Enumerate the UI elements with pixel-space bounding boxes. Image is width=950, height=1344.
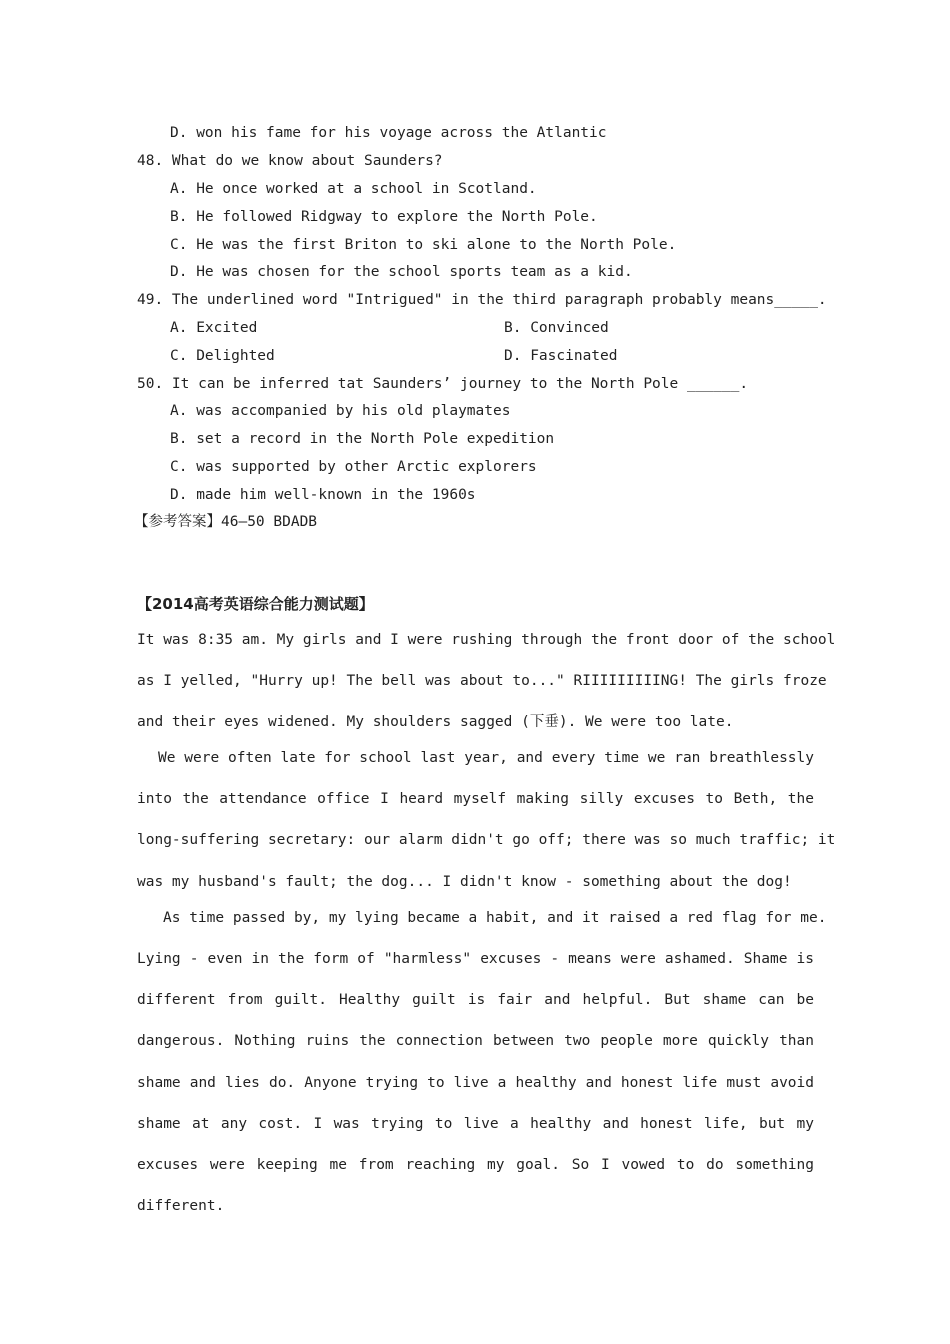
q49-option-b: B. Convinced bbox=[504, 320, 609, 336]
paragraph-2-line: into the attendance office I heard myself making silly excuses to Beth, the bbox=[137, 791, 814, 807]
answer-key: 【参考答案】46—50 BDADB bbox=[134, 514, 318, 530]
paragraph-3-line: Lying - even in the form of "harmless" excuses - means were ashamed. Shame is bbox=[137, 951, 814, 967]
q50-option-b: B. set a record in the North Pole expedition bbox=[170, 431, 555, 447]
q50-option-a: A. was accompanied by his old playmates bbox=[170, 403, 511, 419]
paragraph-1-line: and their eyes widened. My shoulders sagged (下垂). We were too late. bbox=[137, 714, 734, 730]
paragraph-3-line: As time passed by, my lying became a habit, and it raised a red flag for me. bbox=[163, 910, 827, 926]
paragraph-3-line: dangerous. Nothing ruins the connection between two people more quickly than bbox=[137, 1033, 814, 1049]
q50-option-c: C. was supported by other Arctic explorers bbox=[170, 459, 537, 475]
q49-stem: 49. The underlined word "Intrigued" in the third paragraph probably means_____. bbox=[137, 292, 827, 308]
paragraph-2-line: was my husband's fault; the dog... I didn't know - something about the dog! bbox=[137, 874, 792, 890]
paragraph-1-line: It was 8:35 am. My girls and I were rushing through the front door of the school bbox=[137, 632, 836, 648]
q48-option-a: A. He once worked at a school in Scotland. bbox=[170, 181, 537, 197]
q49-option-d: D. Fascinated bbox=[504, 348, 618, 364]
q47-option-d: D. won his fame for his voyage across the Atlantic bbox=[170, 125, 607, 141]
q50-option-d: D. made him well-known in the 1960s bbox=[170, 487, 476, 503]
q49-option-c: C. Delighted bbox=[170, 348, 275, 364]
paragraph-3-line: excuses were keeping me from reaching my goal. So I vowed to do something bbox=[137, 1157, 814, 1173]
paragraph-3-line: different. bbox=[137, 1198, 225, 1214]
paragraph-2-line: long-suffering secretary: our alarm didn't go off; there was so much traffic; it bbox=[137, 832, 836, 848]
q49-option-a: A. Excited bbox=[170, 320, 258, 336]
q48-option-d: D. He was chosen for the school sports team as a kid. bbox=[170, 264, 633, 280]
paragraph-2-line: We were often late for school last year, and every time we ran breathlessly bbox=[158, 750, 814, 766]
paragraph-1-line: as I yelled, "Hurry up! The bell was about to..." RIIIIIIIIING! The girls froze bbox=[137, 673, 827, 689]
paragraph-3-line: shame at any cost. I was trying to live a healthy and honest life, but my bbox=[137, 1116, 814, 1132]
section-title: 【2014高考英语综合能力测试题】 bbox=[137, 595, 374, 613]
q48-option-c: C. He was the first Briton to ski alone to the North Pole. bbox=[170, 237, 677, 253]
paragraph-3-line: different from guilt. Healthy guilt is fair and helpful. But shame can be bbox=[137, 992, 814, 1008]
q50-stem: 50. It can be inferred tat Saunders’ journey to the North Pole ______. bbox=[137, 376, 749, 392]
q48-stem: 48. What do we know about Saunders? bbox=[137, 153, 443, 169]
q48-option-b: B. He followed Ridgway to explore the North Pole. bbox=[170, 209, 598, 225]
paragraph-3-line: shame and lies do. Anyone trying to live a healthy and honest life must avoid bbox=[137, 1075, 814, 1091]
